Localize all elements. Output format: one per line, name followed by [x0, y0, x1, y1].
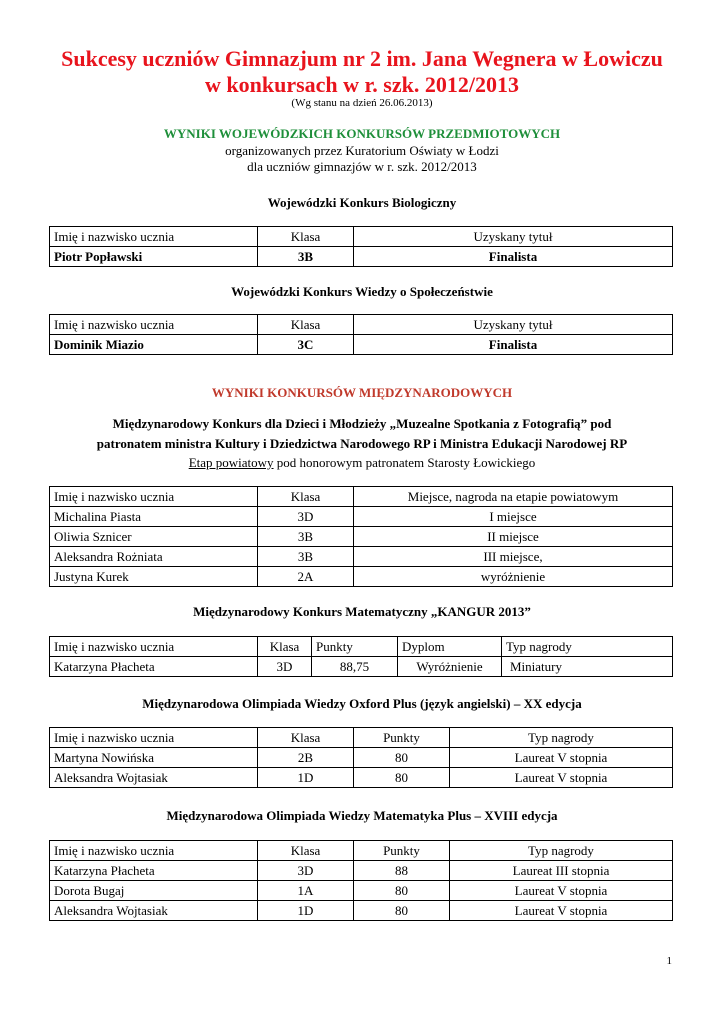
- header-award-type: Typ nagrody: [502, 637, 673, 657]
- table-row: [50, 507, 673, 527]
- table-row: [50, 881, 673, 901]
- cell-class: 1D: [258, 901, 354, 921]
- page-title-line2: w konkursach w r. szk. 2012/2013: [205, 72, 519, 97]
- header-points: Punkty: [312, 637, 398, 657]
- table-row: [50, 567, 673, 587]
- cell-class: 1D: [258, 768, 354, 788]
- header-class: Klasa: [258, 728, 354, 748]
- cell-award-type: Miniatury: [502, 657, 673, 677]
- header-points: Punkty: [354, 728, 450, 748]
- math-table: [49, 840, 673, 921]
- header-student: Imię i nazwisko ucznia: [50, 315, 258, 335]
- table-row: [50, 901, 673, 921]
- cell-award-type: Laureat V stopnia: [450, 901, 673, 921]
- cell-place: I miejsce: [354, 507, 673, 527]
- math-contest-title: Międzynarodowa Olimpiada Wiedzy Matematyka Plus – XVIII edycja: [166, 808, 558, 823]
- header-class: Klasa: [258, 227, 354, 247]
- cell-class: 3B: [258, 547, 354, 567]
- cell-points: 80: [354, 901, 450, 921]
- cell-place: II miejsce: [354, 527, 673, 547]
- cell-class: 2B: [258, 748, 354, 768]
- header-place: Miejsce, nagroda na etapie powiatowym: [354, 487, 673, 507]
- cell-student: Katarzyna Płacheta: [50, 861, 258, 881]
- biology-contest-title: Wojewódzki Konkurs Biologiczny: [267, 195, 457, 210]
- cell-class: 1A: [258, 881, 354, 901]
- oxford-contest-title: Międzynarodowa Olimpiada Wiedzy Oxford Plus (język angielski) – XX edycja: [142, 696, 582, 711]
- cell-student: Michalina Piasta: [50, 507, 258, 527]
- header-points: Punkty: [354, 841, 450, 861]
- biology-table: [49, 226, 673, 267]
- photo-contest-title-line2: patronatem ministra Kultury i Dziedzictwa Narodowego RP i Ministra Edukacji Narodowej RP: [96, 436, 628, 451]
- organizer-line2: dla uczniów gimnazjów w r. szk. 2012/2013: [247, 159, 477, 174]
- table-header-row: [50, 728, 673, 748]
- cell-student: Katarzyna Płacheta: [50, 657, 258, 677]
- cell-class: 3B: [258, 247, 354, 267]
- cell-title: Finalista: [354, 247, 673, 267]
- cell-student: Aleksandra Wojtasiak: [50, 768, 258, 788]
- kangur-table: [49, 636, 673, 677]
- table-row: [50, 247, 673, 267]
- stage-patronage: pod honorowym patronatem Starosty Łowickiego: [273, 455, 536, 470]
- cell-class: 2A: [258, 567, 354, 587]
- cell-student: Oliwia Sznicer: [50, 527, 258, 547]
- cell-award-type: Laureat V stopnia: [450, 768, 673, 788]
- cell-student: Aleksandra Wojtasiak: [50, 901, 258, 921]
- table-row: [50, 768, 673, 788]
- cell-class: 3D: [258, 507, 354, 527]
- header-class: Klasa: [258, 487, 354, 507]
- organizer-line1: organizowanych przez Kuratorium Oświaty w Łodzi: [225, 143, 499, 158]
- header-title: Uzyskany tytuł: [354, 227, 673, 247]
- table-row: [50, 527, 673, 547]
- cell-class: 3B: [258, 527, 354, 547]
- header-title: Uzyskany tytuł: [354, 315, 673, 335]
- header-class: Klasa: [258, 315, 354, 335]
- header-student: Imię i nazwisko ucznia: [50, 637, 258, 657]
- international-heading: WYNIKI KONKURSÓW MIĘDZYNARODOWYCH: [211, 385, 513, 400]
- cell-class: 3D: [258, 657, 312, 677]
- table-header-row: [50, 227, 673, 247]
- header-diploma: Dyplom: [398, 637, 502, 657]
- cell-award-type: Laureat III stopnia: [450, 861, 673, 881]
- social-table: [49, 314, 673, 355]
- photo-contest-title-line1: Międzynarodowy Konkurs dla Dzieci i Młodzieży „Muzealne Spotkania z Fotografią” pod: [112, 416, 612, 431]
- cell-class: 3C: [258, 335, 354, 355]
- table-row: [50, 861, 673, 881]
- header-student: Imię i nazwisko ucznia: [50, 728, 258, 748]
- cell-award-type: Laureat V stopnia: [450, 881, 673, 901]
- table-row: [50, 547, 673, 567]
- page-title-line1: Sukcesy uczniów Gimnazjum nr 2 im. Jana Wegnera w Łowiczu: [61, 46, 663, 71]
- header-student: Imię i nazwisko ucznia: [50, 841, 258, 861]
- header-student: Imię i nazwisko ucznia: [50, 227, 258, 247]
- cell-award-type: Laureat V stopnia: [450, 748, 673, 768]
- table-header-row: [50, 841, 673, 861]
- cell-diploma: Wyróżnienie: [398, 657, 502, 677]
- header-award-type: Typ nagrody: [450, 728, 673, 748]
- status-note: (Wg stanu na dzień 26.06.2013): [291, 97, 433, 109]
- cell-points: 80: [354, 748, 450, 768]
- cell-student: Martyna Nowińska: [50, 748, 258, 768]
- header-class: Klasa: [258, 637, 312, 657]
- page-number: 1: [666, 955, 672, 967]
- header-award-type: Typ nagrody: [450, 841, 673, 861]
- cell-place: wyróżnienie: [354, 567, 673, 587]
- cell-points: 88: [354, 861, 450, 881]
- table-row: [50, 657, 673, 677]
- cell-student: Piotr Popławski: [50, 247, 258, 267]
- photo-contest-table: [49, 486, 673, 587]
- header-class: Klasa: [258, 841, 354, 861]
- cell-student: Dorota Bugaj: [50, 881, 258, 901]
- cell-points: 88,75: [312, 657, 398, 677]
- kangur-contest-title: Międzynarodowy Konkurs Matematyczny „KANGUR 2013”: [193, 604, 531, 619]
- cell-title: Finalista: [354, 335, 673, 355]
- cell-place: III miejsce,: [354, 547, 673, 567]
- cell-student: Aleksandra Rożniata: [50, 547, 258, 567]
- cell-points: 80: [354, 881, 450, 901]
- table-header-row: [50, 487, 673, 507]
- cell-student: Justyna Kurek: [50, 567, 258, 587]
- table-row: [50, 748, 673, 768]
- oxford-table: [49, 727, 673, 788]
- voivodeship-heading: WYNIKI WOJEWÓDZKICH KONKURSÓW PRZEDMIOTOWYCH: [163, 126, 561, 141]
- cell-student: Dominik Miazio: [50, 335, 258, 355]
- stage-label: Etap powiatowy: [188, 455, 274, 470]
- social-contest-title: Wojewódzki Konkurs Wiedzy o Społeczeństwie: [231, 284, 493, 299]
- photo-contest-stage: [0, 455, 724, 471]
- cell-points: 80: [354, 768, 450, 788]
- header-student: Imię i nazwisko ucznia: [50, 487, 258, 507]
- table-row: [50, 335, 673, 355]
- table-header-row: [50, 315, 673, 335]
- table-header-row: [50, 637, 673, 657]
- cell-class: 3D: [258, 861, 354, 881]
